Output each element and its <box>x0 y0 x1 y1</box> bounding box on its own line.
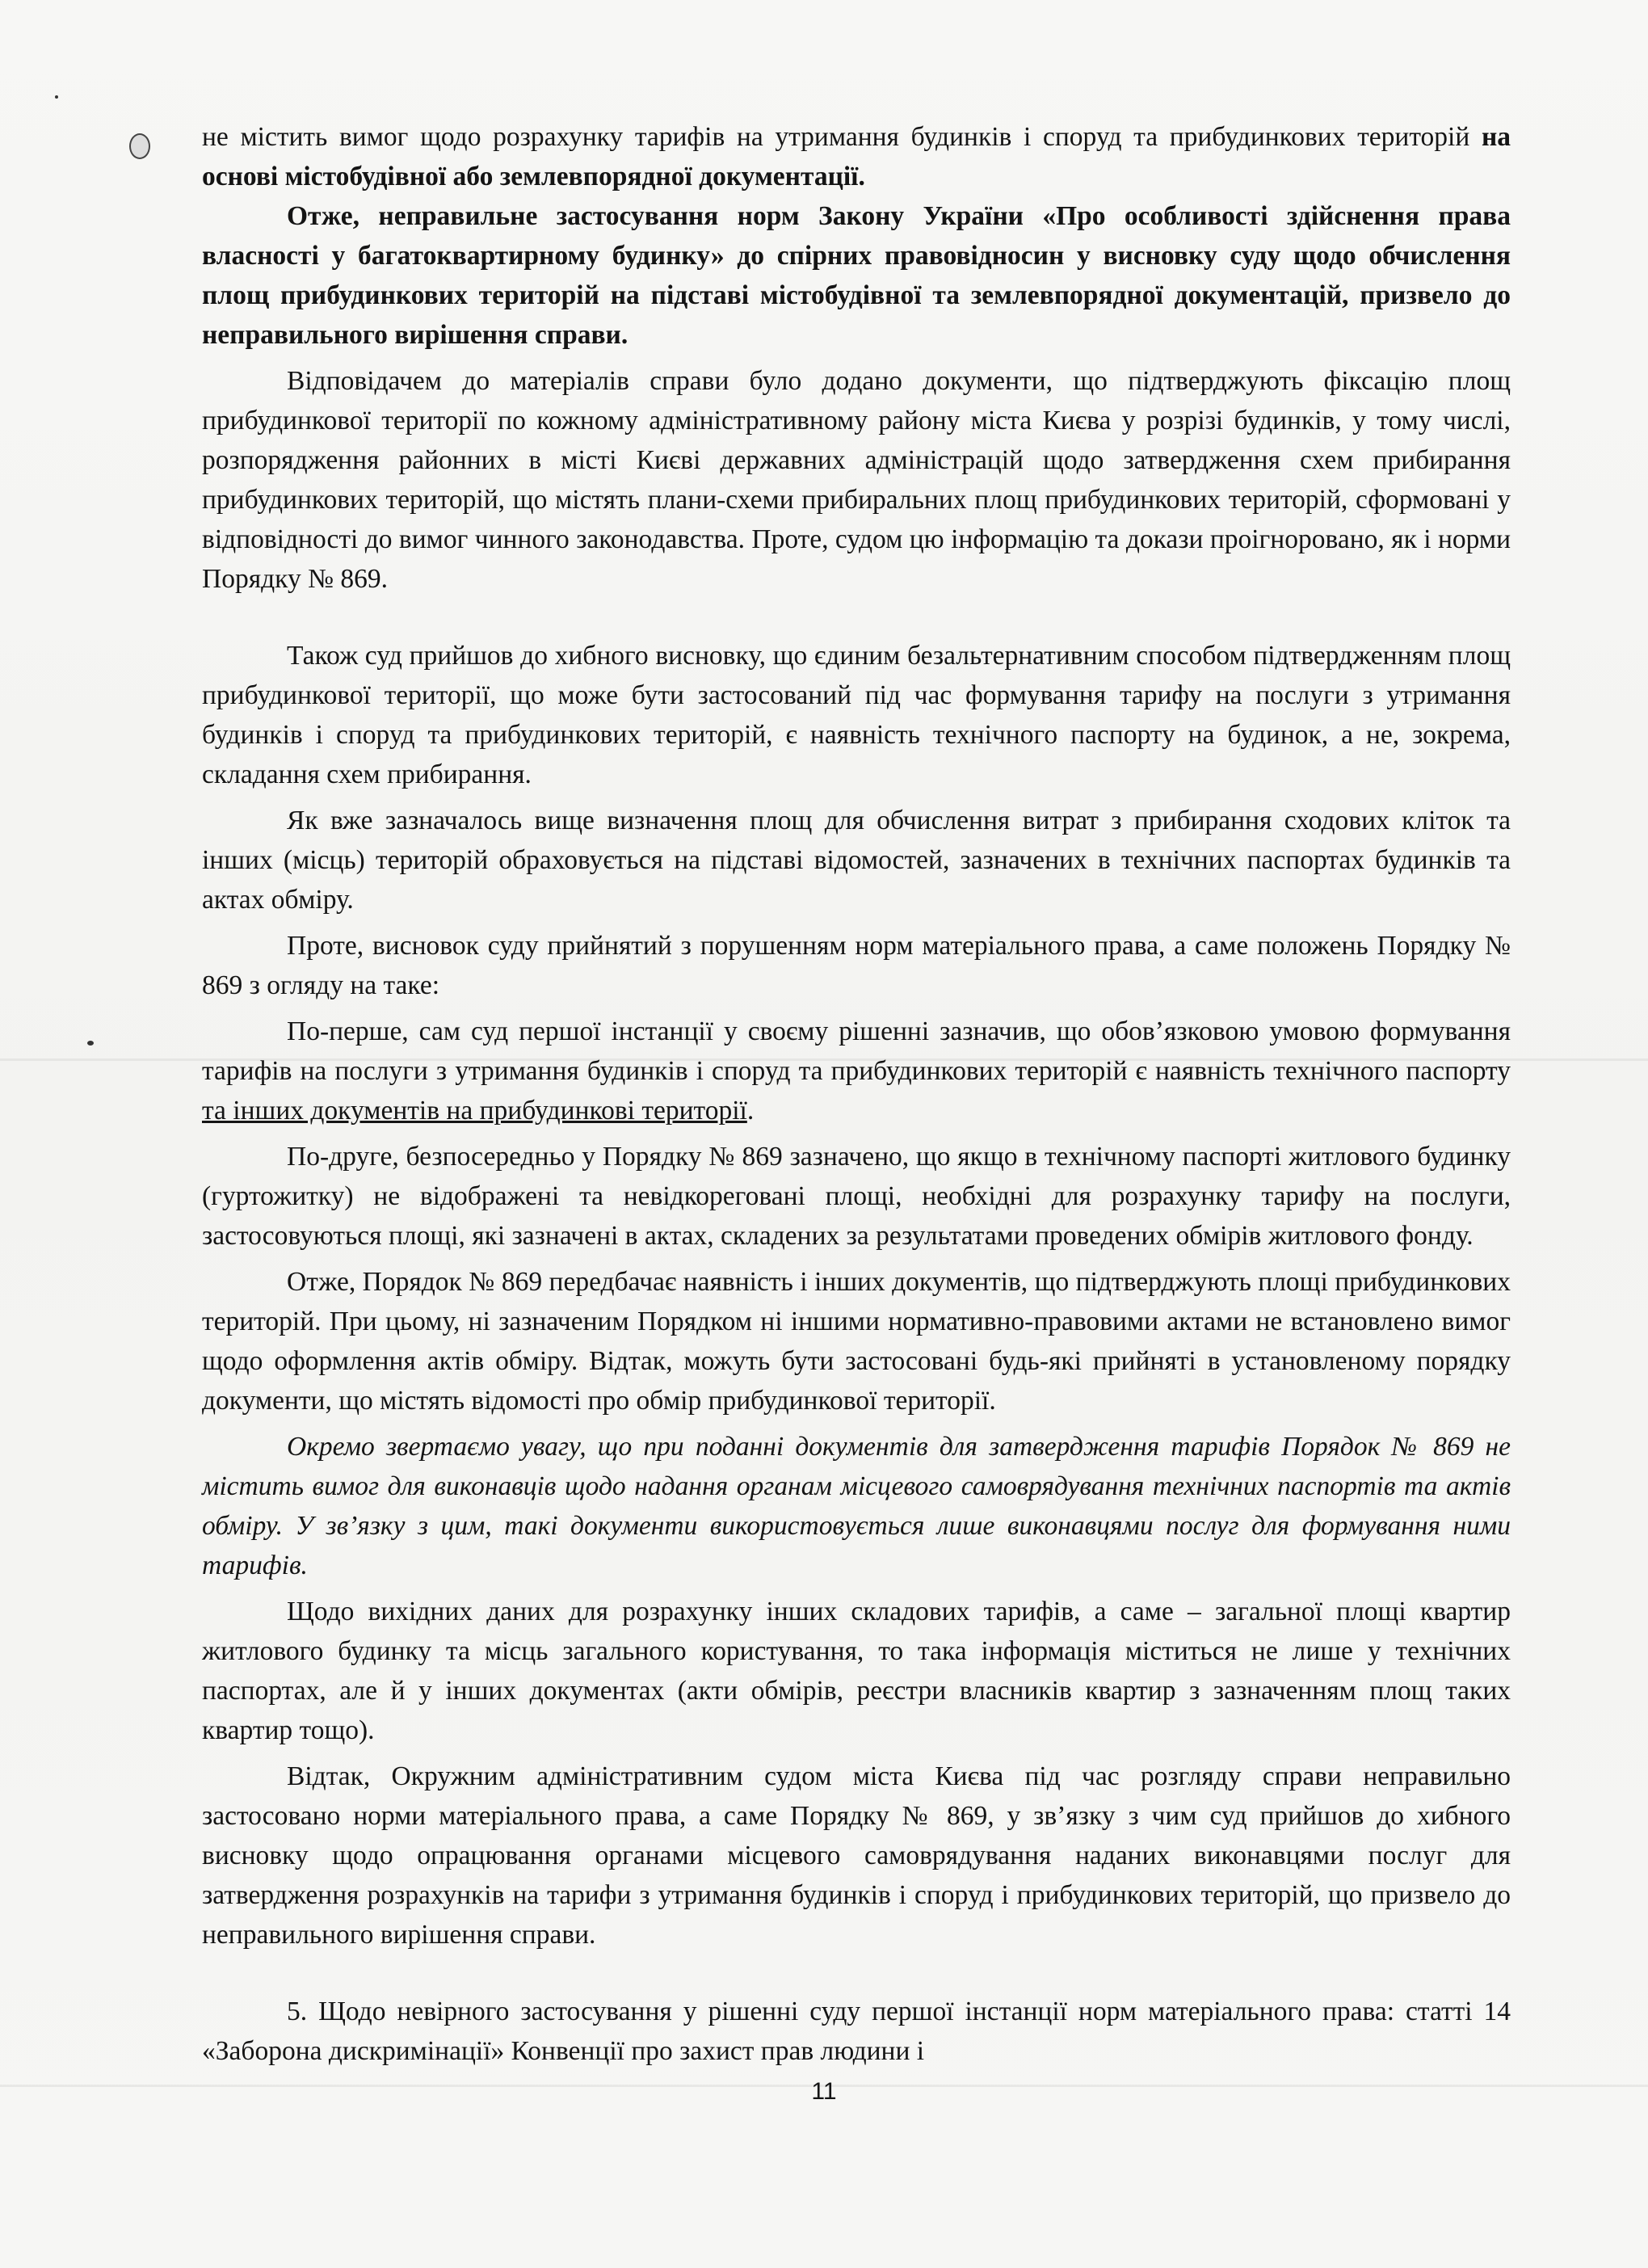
scan-speck <box>129 133 150 159</box>
paragraph-1-bold: на основі містобудівної або землевпорядної документації. <box>202 122 1511 191</box>
paragraph-11: Щодо вихідних даних для розрахунку інших складових тарифів, а саме – загальної площі квартир житлового будинку та місць загального користування, то така інформація міститься не лише у технічних паспортах, але й у інших документах (акти обмірів, реєстри власників квартир з зазначенням площ таких квартир тощо). <box>202 1597 1511 1745</box>
paragraph-12: Відтак, Окружним адміністративним судом міста Києва під час розгляду справи неправильно застосовано норми матеріального права, а саме Порядку № 869, у зв’язку з чим суд прийшов до хибного висновку щодо опрацювання органами місцевого самоврядування наданих виконавцями послуг для затвердження розрахунків на тарифи з утримання будинків і споруд і прибудинкових територій, що призвело до неправильного вирішення справи. <box>202 1761 1511 1950</box>
paragraph-5: Як вже зазначалось вище визначення площ для обчислення витрат з прибирання сходових кліток та інших (місць) територій обраховується на підставі відомостей, зазначених в технічних паспортах будинків та актах обміру. <box>202 806 1511 915</box>
paragraph-4: Також суд прийшов до хибного висновку, що єдиним безальтернативним способом підтвердженням площ прибудинкової території, що може бути застосований під час формування тарифу на послуги з утримання будинків і споруд та прибудинкових територій, є наявність технічного паспорту на будинок, а не, зокрема, складання схем прибирання. <box>202 641 1511 789</box>
page-number: 11 <box>811 2078 837 2105</box>
paragraph-7-underlined: та інших документів на прибудинкові території <box>202 1096 747 1126</box>
paragraph-13: 5. Щодо невірного застосування у рішенні суду першої інстанції норм матеріального права: статті 14 «Заборона дискримінації» Конвенції про захист прав людини і <box>202 1997 1511 2066</box>
paragraph-7-text: По-перше, сам суд першої інстанції у своєму рішенні зазначив, що обов’язковою умовою формування тарифів на послуги з утримання будинків і споруд та прибудинкових територій є наявність технічного паспорту <box>202 1016 1511 1086</box>
paragraph-1-text: не містить вимог щодо розрахунку тарифів на утримання будинків і споруд та прибудинкових територій <box>202 122 1482 152</box>
paragraph-10: Окремо звертаємо увагу, що при поданні документів для затвердження тарифів Порядок № 869 не містить вимог для виконавців щодо надання органам місцевого самоврядування технічних паспортів та актів обміру. У зв’язку з цим, такі документи використовується лише виконавцями послуг для формування ними тарифів. <box>202 1432 1511 1580</box>
paragraph-3: Відповідачем до матеріалів справи було додано документи, що підтверджують фіксацію площ прибудинкової території по кожному адміністративному району міста Києва у розрізі будинків, у тому числі, розпорядження районних в місті Києві державних адміністрацій щодо затвердження схем прибирання прибудинкових територій, що містять плани-схеми прибиральних площ прибудинкових територій, сформовані у відповідності до вимог чинного законодавства. Проте, судом цю інформацію та докази проігноровано, як і норми Порядку № 869. <box>202 366 1511 594</box>
document-body <box>202 117 1511 2071</box>
paragraph-7-end: . <box>746 1096 755 1126</box>
scan-speck <box>87 1041 94 1046</box>
paragraph-8: По-друге, безпосередньо у Порядку № 869 зазначено, що якщо в технічному паспорті житлового будинку (гуртожитку) не відображені та невідкореговані площі, необхідні для розрахунку тарифу на послуги, застосовуються площі, які зазначені в актах, складених за результатами проведених обмірів житлового фонду. <box>202 1142 1511 1251</box>
paragraph-9: Отже, Порядок № 869 передбачає наявність і інших документів, що підтверджують площі прибудинкових територій. При цьому, ні зазначеним Порядком ні іншими нормативно-правовими актами не встановлено вимог щодо оформлення актів обміру. Відтак, можуть бути застосовані будь-які прийняті в установленому порядку документи, що містять відомості про обмір прибудинкової території. <box>202 1267 1511 1416</box>
paragraph-2: Отже, неправильне застосування норм Закону України «Про особливості здійснення права власності у багатоквартирному будинку» до спірних правовідносин у висновку суду щодо обчислення площ прибудинкових територій на підставі містобудівної та землевпорядної документацій, призвело до неправильного вирішення справи. <box>202 201 1511 350</box>
paragraph-6: Проте, висновок суду прийнятий з порушенням норм матеріального права, а саме положень Порядку № 869 з огляду на таке: <box>202 931 1511 1000</box>
paragraph-7 <box>202 1012 1511 1130</box>
scan-speck <box>55 95 58 99</box>
paragraph-1 <box>202 117 1511 196</box>
